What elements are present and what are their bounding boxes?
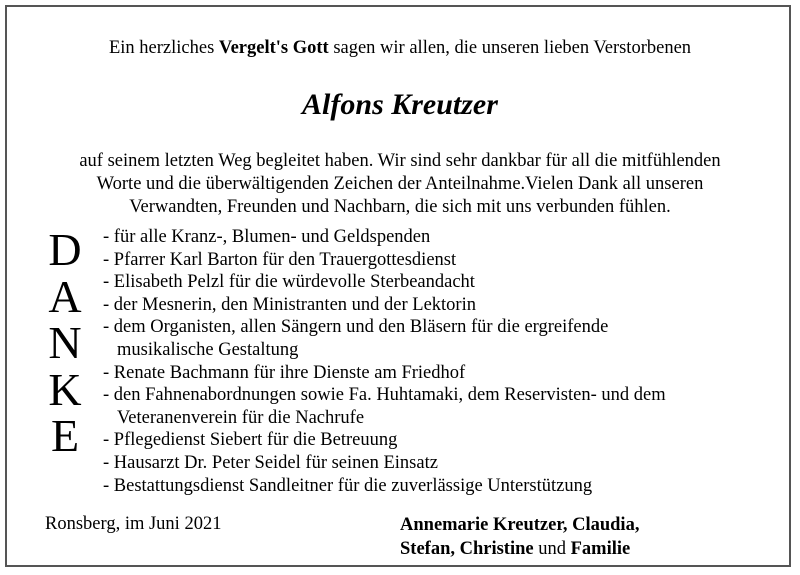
thanks-paragraph-line-2: Worte und die überwältigenden Zeichen der Anteilnahme.Vielen Dank all unseren [96,174,704,194]
danke-vertical [40,224,90,461]
danke-letter: A [48,270,82,322]
danke-letter: K [48,363,82,415]
list-item: - für alle Kranz-, Blumen- und Geldspenden [103,227,431,247]
signature-line-1: Annemarie Kreutzer, Claudia, [400,515,640,535]
list-item: - dem Organisten, allen Sängern und den Bläsern für die ergreifende musikalische Gestaltung [103,317,609,360]
thanks-paragraph [7,150,793,219]
list-item: - Bestattungsdienst Sandleitner für die zuverlässige Unterstützung [103,475,593,496]
signature [400,513,639,561]
deceased-name: Alfons Kreutzer [302,88,498,121]
danke-letter: D [48,224,82,275]
thanks-list [103,226,783,497]
intro-after: sagen wir allen, die unseren lieben Verstorbenen [328,38,692,58]
list-item: - Hausarzt Dr. Peter Seidel für seinen Einsatz [103,452,438,473]
list-item: - Elisabeth Pelzl für die würdevolle Sterbeandacht [103,272,475,293]
thanks-paragraph-line-1: auf seinem letzten Weg begleitet haben. Wir sind sehr dankbar für all die mitfühlenden [79,151,721,171]
place-date: Ronsberg, im Juni 2021 [45,514,222,534]
list-item: - Pfarrer Karl Barton für den Trauergottesdienst [103,249,457,270]
danke-letter: N [48,317,82,368]
list-item: - Renate Bachmann für ihre Dienste am Friedhof [103,362,466,383]
danke-letter: E [50,410,80,461]
intro-bold: Vergelt's Gott [218,38,329,58]
signature-line-2-und: und [533,539,571,559]
obituary-card [5,5,791,567]
list-item: - den Fahnenabordnungen sowie Fa. Huhtamaki, dem Reservisten- und dem Veteranenverein für die Nachrufe [103,385,666,428]
intro-before: Ein herzliches [108,38,219,58]
list-item: - der Mesnerin, den Ministranten und der Lektorin [103,294,476,315]
thanks-paragraph-line-3: Verwandten, Freunden und Nachbarn, die sich mit uns verbunden fühlen. [129,197,671,217]
list-item: - Pflegedienst Siebert für die Betreuung [103,430,398,451]
signature-line-2-family: Familie [570,539,631,559]
intro-line [7,37,793,59]
signature-line-2-names: Stefan, Christine [400,539,534,559]
